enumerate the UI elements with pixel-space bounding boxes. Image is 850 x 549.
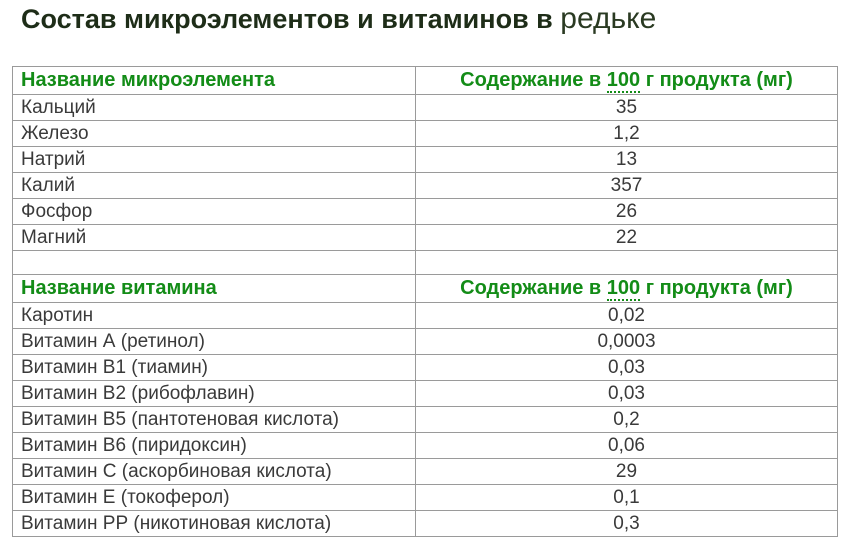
table-row: [13, 355, 838, 381]
minerals-name-header: Название микроэлемента: [13, 67, 416, 95]
table-row: [13, 459, 838, 485]
title-accent: редьке: [560, 2, 657, 35]
vitamin-value: 0,0003: [416, 329, 838, 355]
table-row: [13, 173, 838, 199]
vitamin-name: Витамин В1 (тиамин): [13, 355, 416, 381]
minerals-content-header: [416, 67, 838, 95]
vitamin-value: 0,06: [416, 433, 838, 459]
vitamins-content-header: [416, 275, 838, 303]
mineral-name: Фосфор: [13, 199, 416, 225]
spacer-cell: [416, 251, 838, 275]
vitamin-name: Витамин В6 (пиридоксин): [13, 433, 416, 459]
table-row: [13, 95, 838, 121]
mineral-name: Натрий: [13, 147, 416, 173]
spacer-cell: [13, 251, 416, 275]
vitamin-value: 0,2: [416, 407, 838, 433]
vitamin-value: 0,1: [416, 485, 838, 511]
table-row: [13, 511, 838, 537]
table-row: [13, 303, 838, 329]
mineral-name: Магний: [13, 225, 416, 251]
table-row: [13, 433, 838, 459]
vitamin-name: Витамин В2 (рибофлавин): [13, 381, 416, 407]
vitamin-name: Каротин: [13, 303, 416, 329]
mineral-value: 22: [416, 225, 838, 251]
page-title: [21, 2, 656, 36]
vitamin-name: Витамин Е (токоферол): [13, 485, 416, 511]
vitamin-value: 0,03: [416, 355, 838, 381]
vitamin-name: Витамин В5 (пантотеновая кислота): [13, 407, 416, 433]
vitamins-content-prefix: Содержание в: [460, 277, 607, 299]
table-row: [13, 225, 838, 251]
vitamins-header-row: [13, 275, 838, 303]
mineral-value: 357: [416, 173, 838, 199]
vitamin-name: Витамин РР (никотиновая кислота): [13, 511, 416, 537]
mineral-value: 1,2: [416, 121, 838, 147]
minerals-content-prefix: Содержание в: [460, 69, 607, 91]
table-row: [13, 199, 838, 225]
spacer-row: [13, 251, 838, 275]
table-row: [13, 121, 838, 147]
vitamin-name: Витамин А (ретинол): [13, 329, 416, 355]
vitamins-content-suffix: г продукта (мг): [640, 277, 793, 299]
table-row: [13, 329, 838, 355]
vitamin-value: 0,02: [416, 303, 838, 329]
table-row: [13, 485, 838, 511]
mineral-value: 26: [416, 199, 838, 225]
vitamin-value: 0,03: [416, 381, 838, 407]
table-row: [13, 147, 838, 173]
mineral-name: Кальций: [13, 95, 416, 121]
vitamin-value: 29: [416, 459, 838, 485]
mineral-value: 13: [416, 147, 838, 173]
title-main: Состав микроэлементов и витаминов в: [21, 4, 561, 34]
nutrition-table-body: [13, 67, 838, 537]
minerals-content-highlight: 100: [606, 69, 641, 91]
minerals-content-suffix: г продукта (мг): [640, 69, 793, 91]
table-row: [13, 381, 838, 407]
mineral-name: Железо: [13, 121, 416, 147]
mineral-name: Калий: [13, 173, 416, 199]
table-row: [13, 407, 838, 433]
minerals-header-row: [13, 67, 838, 95]
vitamin-name: Витамин С (аскорбиновая кислота): [13, 459, 416, 485]
nutrition-table: [12, 66, 838, 537]
vitamin-value: 0,3: [416, 511, 838, 537]
vitamins-name-header: Название витамина: [13, 275, 416, 303]
vitamins-content-highlight: 100: [606, 277, 641, 299]
mineral-value: 35: [416, 95, 838, 121]
